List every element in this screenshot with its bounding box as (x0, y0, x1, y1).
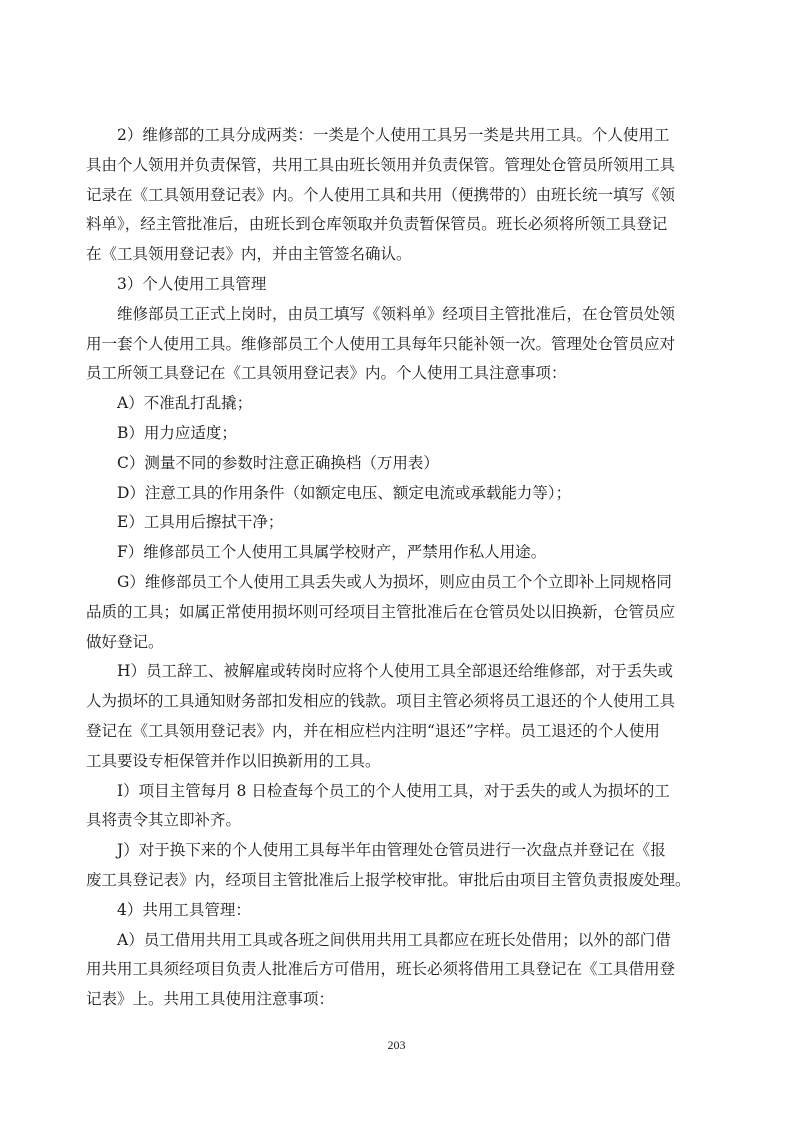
text-line: C）测量不同的参数时注意正确换档（万用表） (117, 453, 439, 472)
paragraph (117, 896, 700, 926)
text-line: 4）共用工具管理： (117, 900, 251, 919)
paragraph (117, 270, 700, 300)
paragraph (86, 836, 700, 896)
text-line: A）员工借用共用工具或各班之间供用共用工具都应在班长处借用；以外的部门借 (117, 930, 671, 949)
paragraph (86, 777, 700, 837)
text-line: I）项目主管每月 8 日检查每个员工的个人使用工具，对于丢失的或人为损坏的工 (117, 781, 670, 800)
paragraph (117, 508, 700, 538)
paragraph (86, 926, 700, 1015)
page-number: 203 (387, 1038, 406, 1052)
text-line: F）维修部员工个人使用工具属学校财产，严禁用作私人用途。 (117, 543, 547, 562)
text-line: E）工具用后擦拭干净； (117, 513, 284, 532)
text-line: 工具要设专柜保管并作以旧换新用的工具。 (86, 751, 381, 770)
text-line: 在《工具领用登记表》内，并由主管签名确认。 (86, 245, 412, 264)
paragraph (117, 449, 700, 479)
text-line: 品质的工具；如属正常使用损坏则可经项目主管批准后在仓管员处以旧换新，仓管员应 (86, 602, 676, 621)
body-text (0, 121, 793, 1015)
text-line: J）对于换下来的个人使用工具每半年由管理处仓管员进行一次盘点并登记在《报 (117, 841, 666, 860)
text-line: 人为损坏的工具通知财务部扣发相应的钱款。项目主管必须将员工退还的个人使用工具 (86, 692, 676, 711)
paragraph (117, 419, 700, 449)
text-line: 维修部员工正式上岗时，由员工填写《领料单》经项目主管批准后，在仓管员处领 (117, 304, 676, 323)
text-line: H）员工辞工、被解雇或转岗时应将个人使用工具全部退还给维修部，对于丢失或 (117, 662, 674, 681)
paragraph (86, 657, 700, 776)
text-line: 登记在《工具领用登记表》内，并在相应栏内注明“退还”字样。员工退还的个人使用 (86, 721, 660, 740)
text-line: 员工所领工具登记在《工具领用登记表》内。个人使用工具注意事项： (86, 364, 567, 383)
text-line: A）不准乱打乱撬； (117, 394, 253, 413)
text-line: 具将责令其立即补齐。 (86, 811, 242, 830)
paragraph (86, 300, 700, 389)
paragraph (117, 538, 700, 568)
text-line: 用一套个人使用工具。维修部员工个人使用工具每年只能补领一次。管理处仓管员应对 (86, 334, 676, 353)
text-line: 用共用工具须经项目负责人批准后方可借用，班长必须将借用工具登记在《工具借用登 (86, 960, 676, 979)
text-line: 记录在《工具领用登记表》内。个人使用工具和共用（便携带的）由班长统一填写《领 (86, 185, 676, 204)
text-line: 2）维修部的工具分成两类：一类是个人使用工具另一类是共用工具。个人使用工 (117, 126, 670, 144)
text-line: 具由个人领用并负责保管，共用工具由班长领用并负责保管。管理处仓管员所领用工具 (86, 155, 676, 174)
text-line: B）用力应适度； (117, 423, 237, 442)
text-line: 废工具登记表》内，经项目主管批准后上报学校审批。审批后由项目主管负责报废处理。 (86, 870, 691, 889)
paragraph (117, 389, 700, 419)
paragraph (86, 568, 700, 657)
text-line: 3）个人使用工具管理 (117, 274, 267, 293)
text-line: 料单》，经主管批准后，由班长到仓库领取并负责暂保管员。班长必须将所领工具登记 (86, 215, 668, 234)
paragraph (117, 479, 700, 509)
text-line: 记表》上。共用工具使用注意事项： (86, 990, 335, 1009)
paragraph (86, 121, 700, 270)
text-line: D）注意工具的作用条件（如额定电压、额定电流或承载能力等）； (117, 483, 572, 502)
text-line: G）维修部员工个人使用工具丢失或人为损坏，则应由员工个个立即补上同规格同 (117, 572, 672, 591)
text-line: 做好登记。 (86, 632, 164, 651)
